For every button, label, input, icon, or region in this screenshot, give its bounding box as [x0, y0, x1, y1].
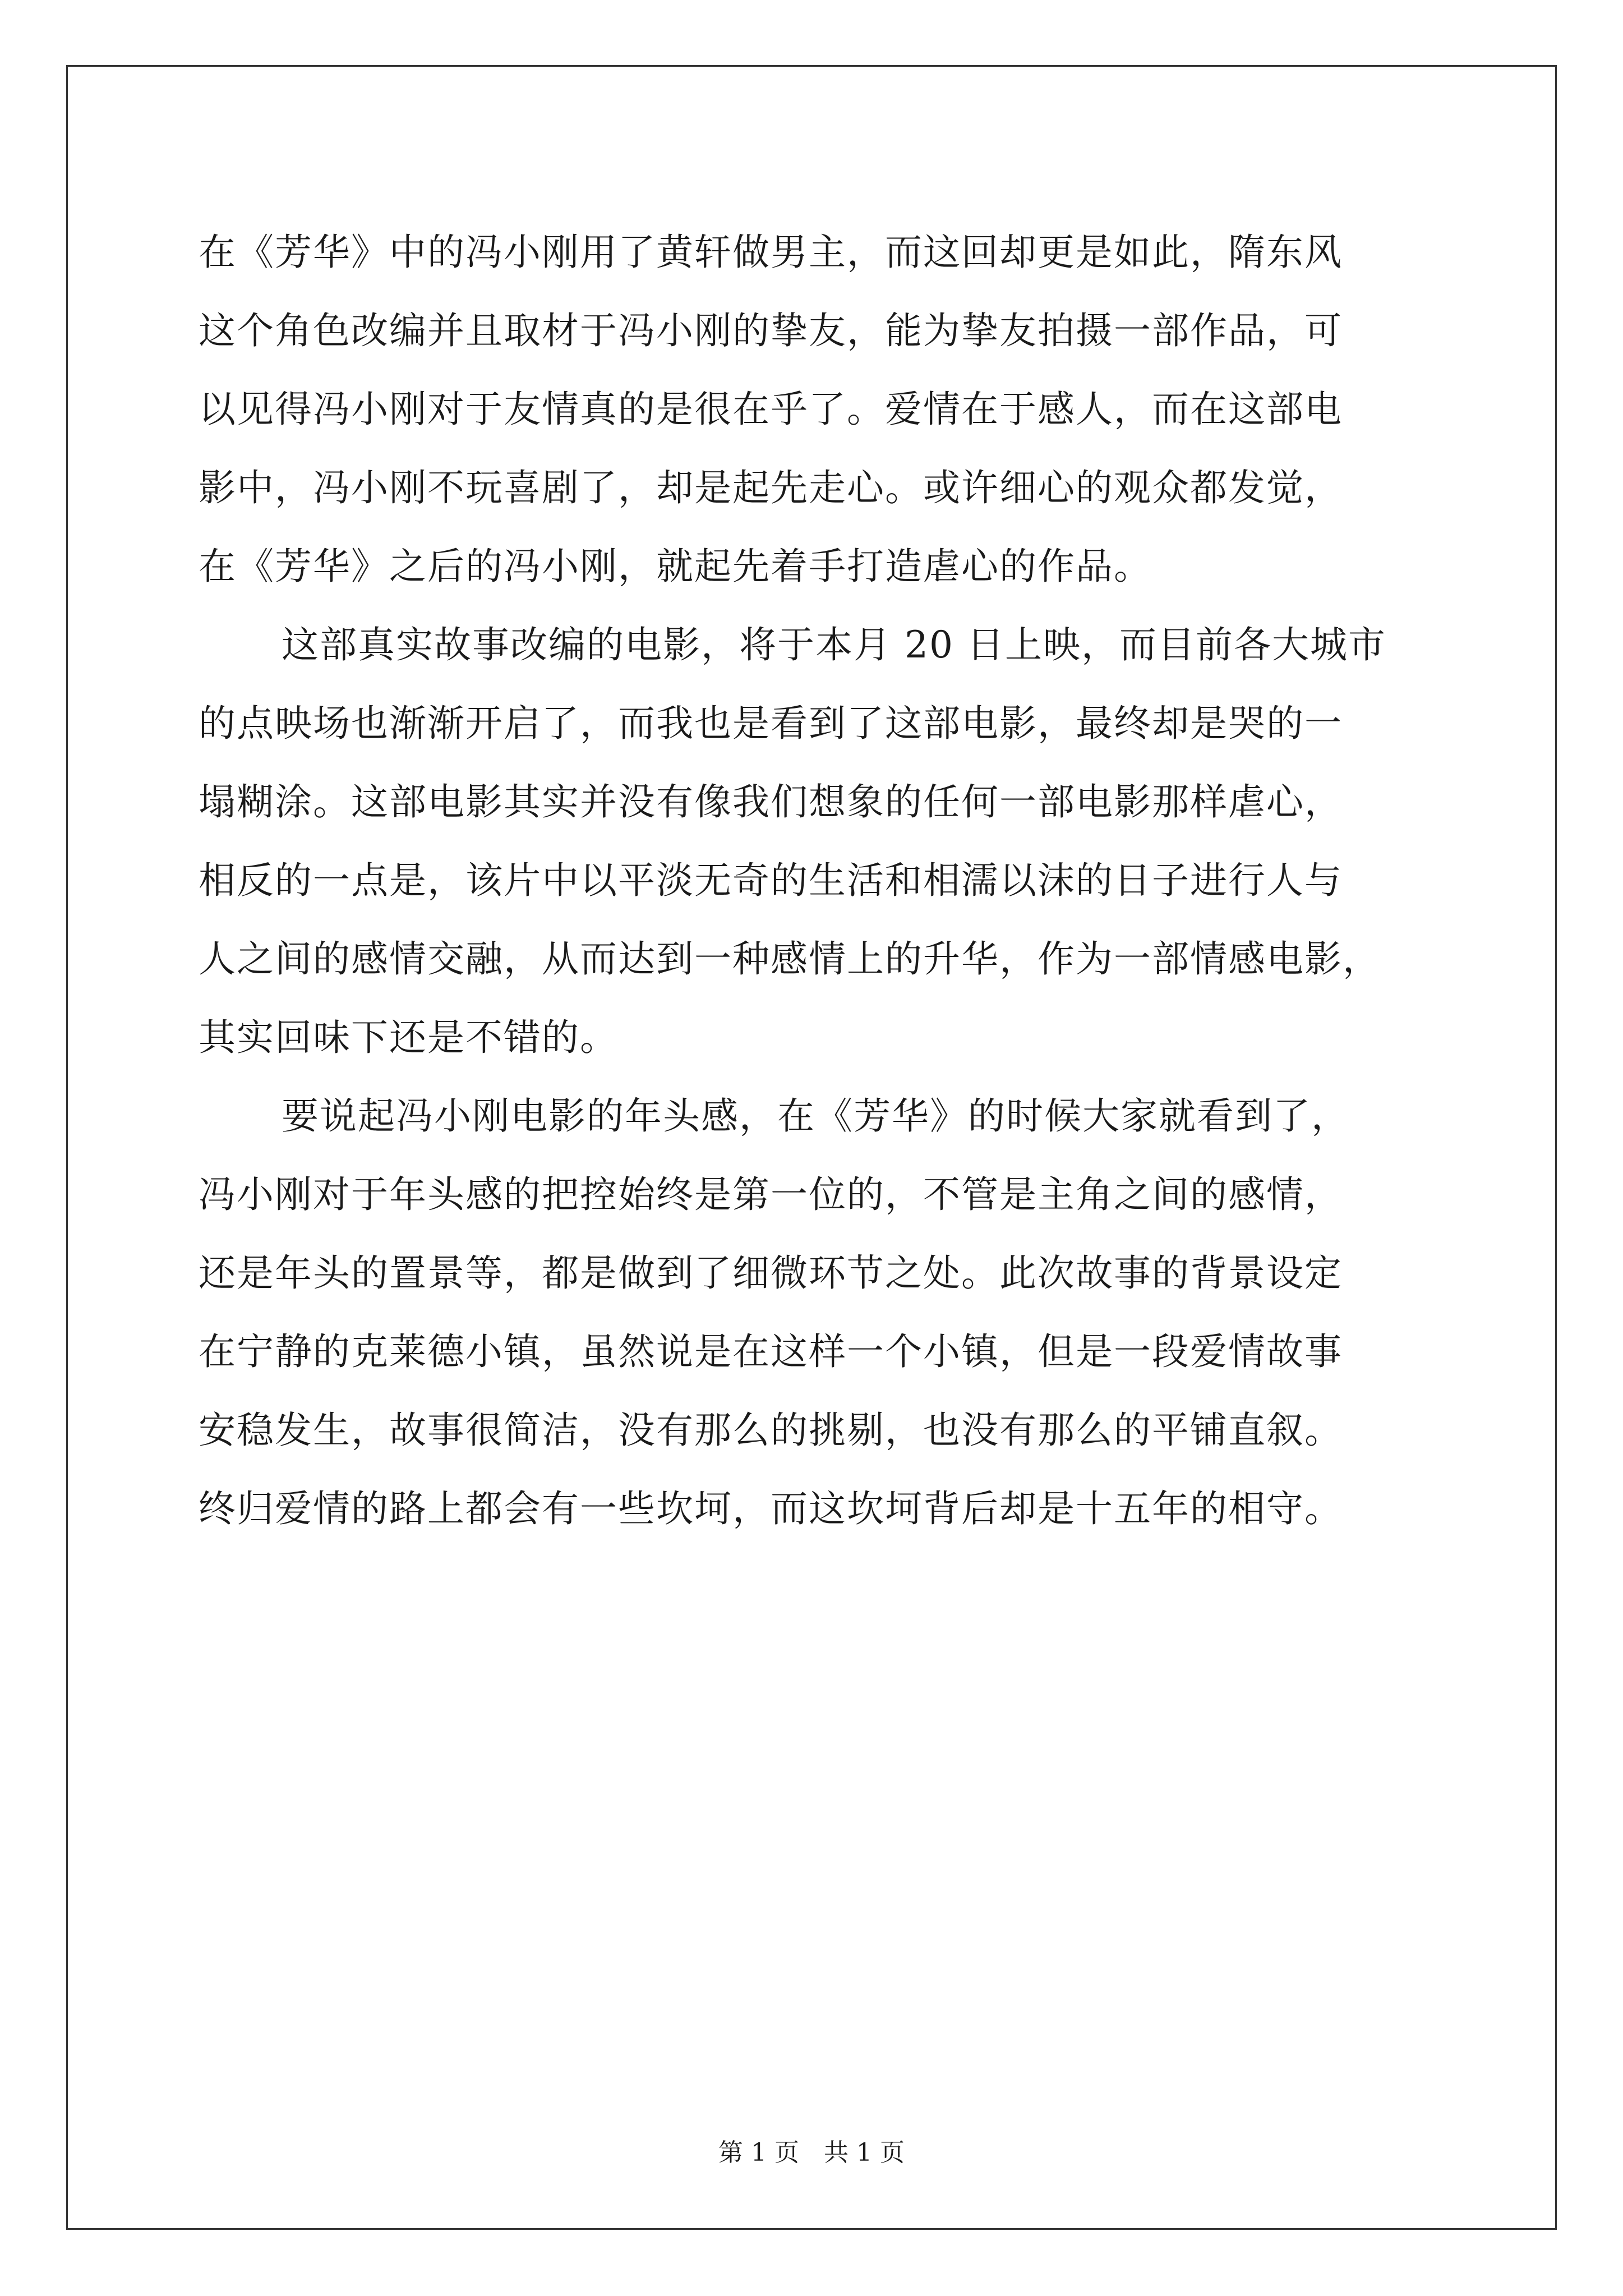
text-line: 影中，冯小刚不玩喜剧了，却是起先走心。或许细心的观众都发觉， — [199, 466, 1343, 509]
text-line: 以见得冯小刚对于友情真的是很在乎了。爱情在于感人，而在这部电 — [199, 388, 1343, 431]
text-line: 在《芳华》之后的冯小刚，就起先着手打造虐心的作品。 — [199, 545, 1152, 588]
text-line: 这部真实故事改编的电影，将于本月 20 日上映，而目前各大城市 — [282, 623, 1386, 666]
text-line: 安稳发生，故事很简洁，没有那么的挑剔，也没有那么的平铺直叙。 — [199, 1409, 1343, 1452]
text-line: 冯小刚对于年头感的把控始终是第一位的，不管是主角之间的感情， — [199, 1173, 1343, 1216]
text-line: 终归爱情的路上都会有一些坎坷，而这坎坷背后却是十五年的相守。 — [199, 1487, 1343, 1530]
text-line: 在宁静的克莱德小镇，虽然说是在这样一个小镇，但是一段爱情故事 — [199, 1330, 1343, 1373]
text-line: 还是年头的置景等，都是做到了细微环节之处。此次故事的背景设定 — [199, 1251, 1343, 1295]
text-line: 相反的一点是，该片中以平淡无奇的生活和相濡以沫的日子进行人与 — [199, 859, 1343, 902]
text-line: 在《芳华》中的冯小刚用了黄轩做男主，而这回却更是如此，隋东风 — [199, 231, 1343, 274]
text-line: 的点映场也渐渐开启了，而我也是看到了这部电影，最终却是哭的一 — [199, 702, 1343, 745]
text-line: 其实回味下还是不错的。 — [199, 1016, 618, 1059]
text-line: 这个角色改编并且取材于冯小刚的挚友，能为挚友拍摄一部作品，可 — [199, 309, 1343, 352]
text-line: 人之间的感情交融，从而达到一种感情上的升华，作为一部情感电影， — [199, 937, 1381, 981]
page-number-footer: 第 1 页 共 1 页 — [718, 2138, 905, 2167]
text-line: 塌糊涂。这部电影其实并没有像我们想象的任何一部电影那样虐心， — [199, 780, 1343, 823]
text-line: 要说起冯小刚电影的年头感，在《芳华》的时候大家就看到了， — [282, 1094, 1349, 1138]
document-body — [199, 213, 1427, 1548]
